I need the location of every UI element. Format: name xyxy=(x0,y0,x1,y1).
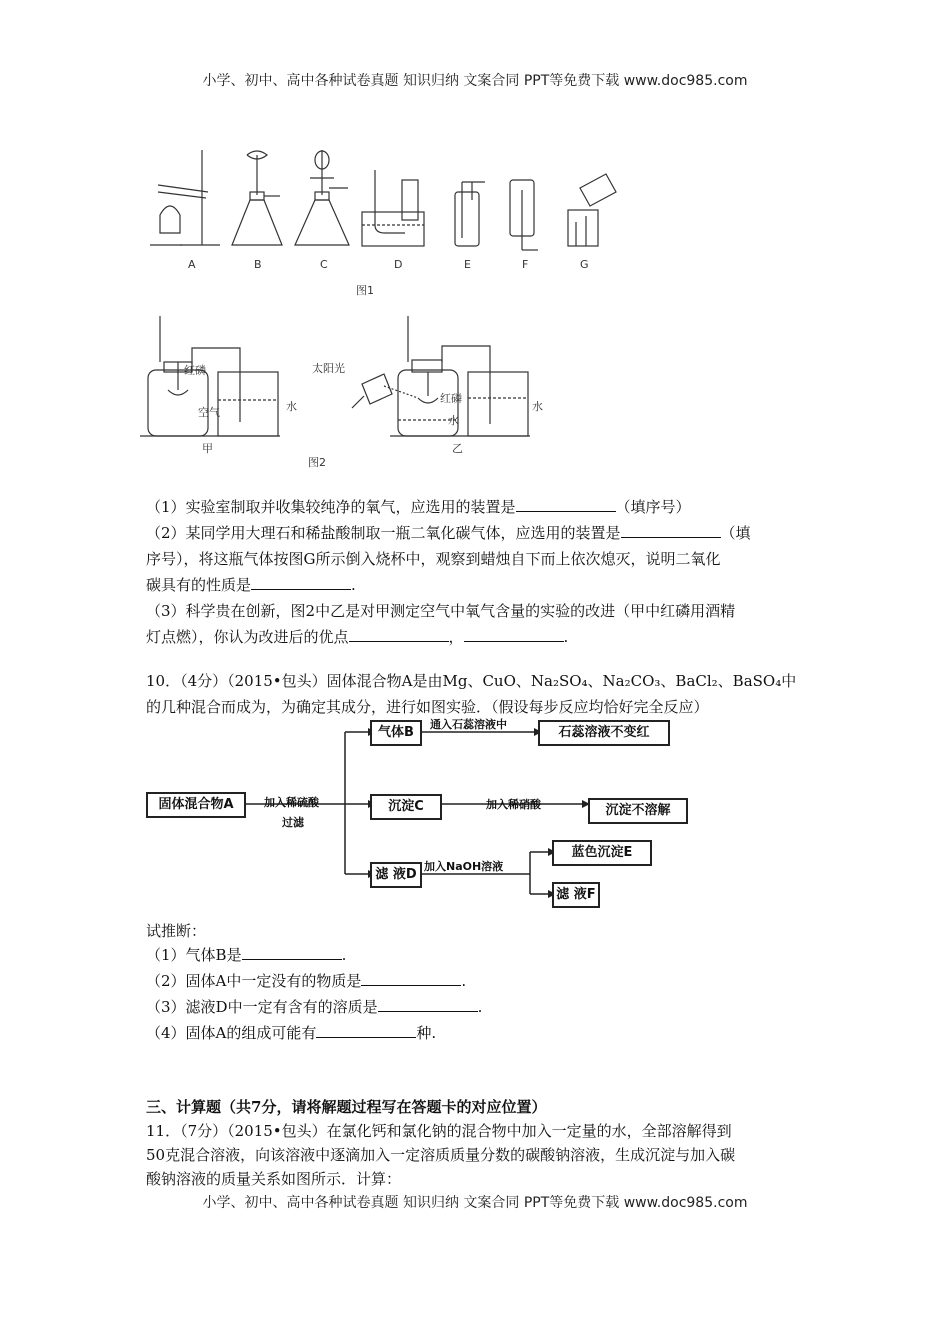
box-blue-e: 蓝色沉淀E xyxy=(552,840,652,866)
page-header: 小学、初中、高中各种试卷真题 知识归纳 文案合同 PPT等免费下载 www.doc985.com xyxy=(202,73,748,89)
q10-sub1: （1）气体B是 . xyxy=(146,942,346,968)
answer-blank[interactable] xyxy=(464,625,564,642)
q11-line1: 11．（7分）（2015•包头）在氯化钙和氯化钠的混合物中加入一定量的水，全部溶解得到 xyxy=(146,1122,732,1140)
label-d: D xyxy=(394,258,403,271)
yi-red-p: 红磷 xyxy=(440,392,462,405)
page-footer: 小学、初中、高中各种试卷真题 知识归纳 文案合同 PPT等免费下载 www.doc985.com xyxy=(202,1195,748,1211)
figure-1-apparatus xyxy=(140,140,620,300)
q9-part2a: （2）某同学用大理石和稀盐酸制取一瓶二氧化碳气体，应选用的装置是 （填 xyxy=(146,520,751,546)
q10-infer: 试推断： xyxy=(146,922,207,940)
box-filtrate-d: 滤 液D xyxy=(370,862,422,888)
jia-air: 空气 xyxy=(198,406,220,419)
answer-blank[interactable] xyxy=(242,943,342,960)
box-nitric-result: 沉淀不溶解 xyxy=(588,798,688,824)
yi-water-bottle: 水 xyxy=(448,414,459,427)
label-c: C xyxy=(320,258,328,271)
q10-line2: 的几种混合而成为，为确定其成分，进行如图实验．（假设每步反应均恰好完全反应） xyxy=(146,698,709,716)
figure-2-apparatus xyxy=(140,312,560,472)
answer-blank[interactable] xyxy=(349,625,449,642)
label-filter: 过滤 xyxy=(282,816,304,829)
q11-line3: 酸钠溶液的质量关系如图所示．计算： xyxy=(146,1170,402,1188)
answer-blank[interactable] xyxy=(316,1021,416,1038)
jia-water: 水 xyxy=(286,400,297,413)
q10-line1: 10．（4分）（2015•包头）固体混合物A是由Mg、CuO、Na₂SO₄、Na₂CO₃、BaCl₂、BaSO₄中 xyxy=(146,672,797,690)
yi-sun: 太阳光 xyxy=(312,362,345,375)
box-filtrate-f: 滤 液F xyxy=(552,882,600,908)
label-b: B xyxy=(254,258,262,271)
q9-part3a: （3）科学贵在创新，图2中乙是对甲测定空气中氧气含量的实验的改进（甲中红磷用酒精 xyxy=(146,602,736,620)
answer-blank[interactable] xyxy=(361,969,461,986)
q9-part2c: 碳具有的性质是 . xyxy=(146,572,356,598)
q10-sub4: （4）固体A的组成可能有 种. xyxy=(146,1020,436,1046)
label-f: F xyxy=(522,258,529,271)
q9-part3b: 灯点燃），你认为改进后的优点 ， . xyxy=(146,624,568,650)
box-precip-c: 沉淀C xyxy=(370,794,442,820)
answer-blank[interactable] xyxy=(378,995,478,1012)
figure-1-caption: 图1 xyxy=(356,284,374,297)
q9-part1: （1）实验室制取并收集较纯净的氧气，应选用的装置是 （填序号） xyxy=(146,494,691,520)
label-add-acid: 加入稀硫酸 xyxy=(264,796,319,809)
box-gas-b: 气体B xyxy=(370,720,422,746)
answer-blank[interactable] xyxy=(516,495,616,512)
figure-2-caption: 图2 xyxy=(308,456,326,469)
jia-name: 甲 xyxy=(202,442,213,455)
answer-blank[interactable] xyxy=(621,521,721,538)
yi-name: 乙 xyxy=(452,442,463,455)
figure-1-labels xyxy=(188,258,589,297)
label-nitric-step: 加入稀硝酸 xyxy=(486,798,541,811)
label-litmus-step: 通入石蕊溶液中 xyxy=(430,718,507,731)
section-3-title: 三、计算题（共7分，请将解题过程写在答题卡的对应位置） xyxy=(146,1098,547,1116)
label-g: G xyxy=(580,258,589,271)
jia-red-p: 红磷 xyxy=(184,364,206,377)
yi-water: 水 xyxy=(532,400,543,413)
q11-line2: 50克混合溶液，向该溶液中逐滴加入一定溶质质量分数的碳酸钠溶液，生成沉淀与加入碳 xyxy=(146,1146,736,1164)
q10-sub2: （2）固体A中一定没有的物质是 . xyxy=(146,968,466,994)
box-solid-a: 固体混合物A xyxy=(146,792,246,818)
label-naoh-step: 加入NaOH溶液 xyxy=(424,860,504,873)
q10-sub3: （3）滤液D中一定有含有的溶质是 . xyxy=(146,994,482,1020)
label-a: A xyxy=(188,258,196,271)
label-e: E xyxy=(464,258,471,271)
answer-blank[interactable] xyxy=(251,573,351,590)
q9-part2b: 序号），将这瓶气体按图G所示倒入烧杯中，观察到蜡烛自下而上依次熄灭，说明二氧化 xyxy=(146,550,721,568)
box-litmus-result: 石蕊溶液不变红 xyxy=(538,720,670,746)
